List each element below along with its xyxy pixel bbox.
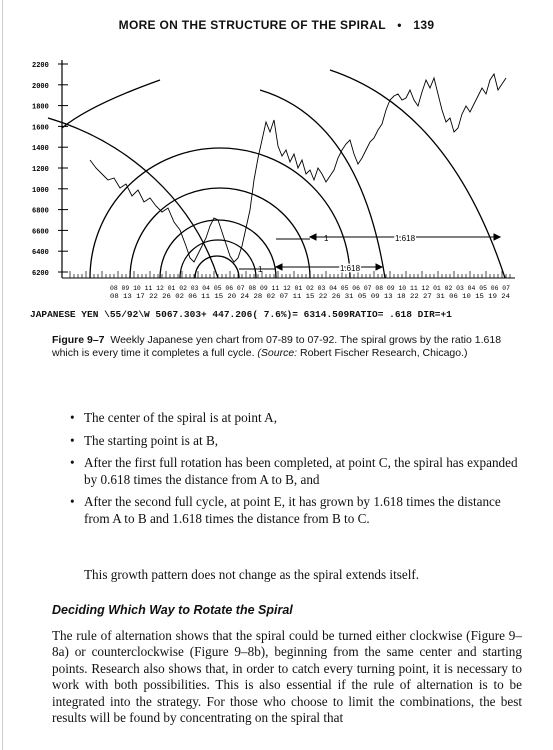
ratio-label-inner: 1.618: [340, 264, 361, 273]
caption-label: Figure 9–7: [52, 334, 105, 346]
y-tick-label: 2200: [32, 62, 49, 70]
spiral-arcs: [48, 70, 505, 278]
figure-caption: [52, 334, 517, 360]
x-tick-row-1: 08 09 10 11 12 01 02 03 04 05 06 07 08 09 11 12 01 02 03 04 05 06 07 08 09 10 11 12 01 02 03 04 05 06 07: [110, 285, 511, 292]
caption-source-label: (Source:: [257, 347, 298, 359]
unit-label-inner: 1: [258, 265, 263, 274]
header-title: MORE ON THE STRUCTURE OF THE SPIRAL: [118, 18, 386, 32]
list-item: • The starting point is at B,: [72, 433, 522, 450]
figure-chart: [30, 50, 530, 325]
list-item: • After the second full cycle, at point E, it has grown by 1.618 times the distance from A to B and 1.618 times the distance from B to C.: [72, 494, 522, 527]
list-item: • After the first full rotation has been completed, at point C, the spiral has expanded by 0.618 times the distance from A to B, and: [72, 455, 522, 488]
y-tick-label: 6200: [32, 270, 49, 278]
spiral-arc-9: [260, 90, 385, 278]
list-item: • The center of the spiral is at point A,: [72, 410, 522, 427]
running-header: [0, 18, 553, 32]
ratio-label-outer: 1.618: [395, 234, 416, 243]
page-number: 139: [413, 18, 435, 32]
y-tick-label: 1000: [32, 186, 49, 195]
ratio-arrow-outer-head-left: [310, 234, 316, 240]
x-tick-row-2: 08 13 17 22 26 02 06 11 15 20 24 28 02 07 11 15 22 26 31 05 09 13 18 22 27 31 06 10 15 19 24: [110, 293, 511, 300]
spiral-points-list: [72, 410, 522, 533]
spiral-arc-4: [130, 188, 310, 278]
body-paragraph: The rule of alternation shows that the spiral could be turned either clockwise (Figure 9–8a) or counterclockwise (Figure 9–8b), beginning from the same center and starting points. Research also shows that, in order to catch every turning point, it is necessary to work with both possibilities. This is also essential if the rule of alternation is to be integrated into the strategy. For those who choose to limit the combinations, the best results will be found by concentrating on the spiral that: [52, 628, 522, 726]
caption-text: Weekly Japanese yen chart from 07-89 to 07-92. The spiral grows by the ratio 1.618 which is every time it completes a full cycle.: [52, 334, 502, 359]
page-edge-rule: [2, 0, 3, 750]
growth-paragraph: This growth pattern does not change as the spiral extends itself.: [84, 567, 420, 582]
ratio-arrow-inner-head-left: [276, 264, 282, 270]
spiral-chart-svg: [30, 50, 530, 325]
spiral-arc-5: [90, 148, 350, 278]
y-tick-label: 6800: [32, 207, 49, 216]
ratio-arrows: [239, 234, 500, 270]
x-minor-tick-group: [70, 271, 510, 278]
caption-source-text: Robert Fischer Research, Chicago.): [300, 347, 468, 359]
y-tick-label: 1600: [32, 124, 49, 133]
y-tick-label: 2000: [32, 82, 49, 91]
unit-label-outer: 1: [324, 234, 329, 243]
y-tick-label: 1400: [32, 145, 49, 154]
spiral-arc-8: [330, 70, 505, 278]
y-tick-label: 1200: [32, 166, 49, 174]
header-separator: •: [397, 18, 402, 32]
y-tick-label: 1800: [32, 103, 49, 112]
y-tick-label: 6600: [32, 228, 49, 237]
chart-stats-line: JAPANESE YEN \55/92\W 5067.303+ 447.206( 7.6%)= 6314.509RATIO= .618 DIR=+1: [30, 309, 452, 320]
ratio-arrow-outer-head-right: [494, 234, 500, 240]
y-tick-label: 6400: [32, 249, 49, 258]
section-subheading: Deciding Which Way to Rotate the Spiral: [52, 603, 293, 617]
ratio-arrow-inner-head-right: [376, 264, 382, 270]
spiral-arc-7: [62, 80, 160, 128]
